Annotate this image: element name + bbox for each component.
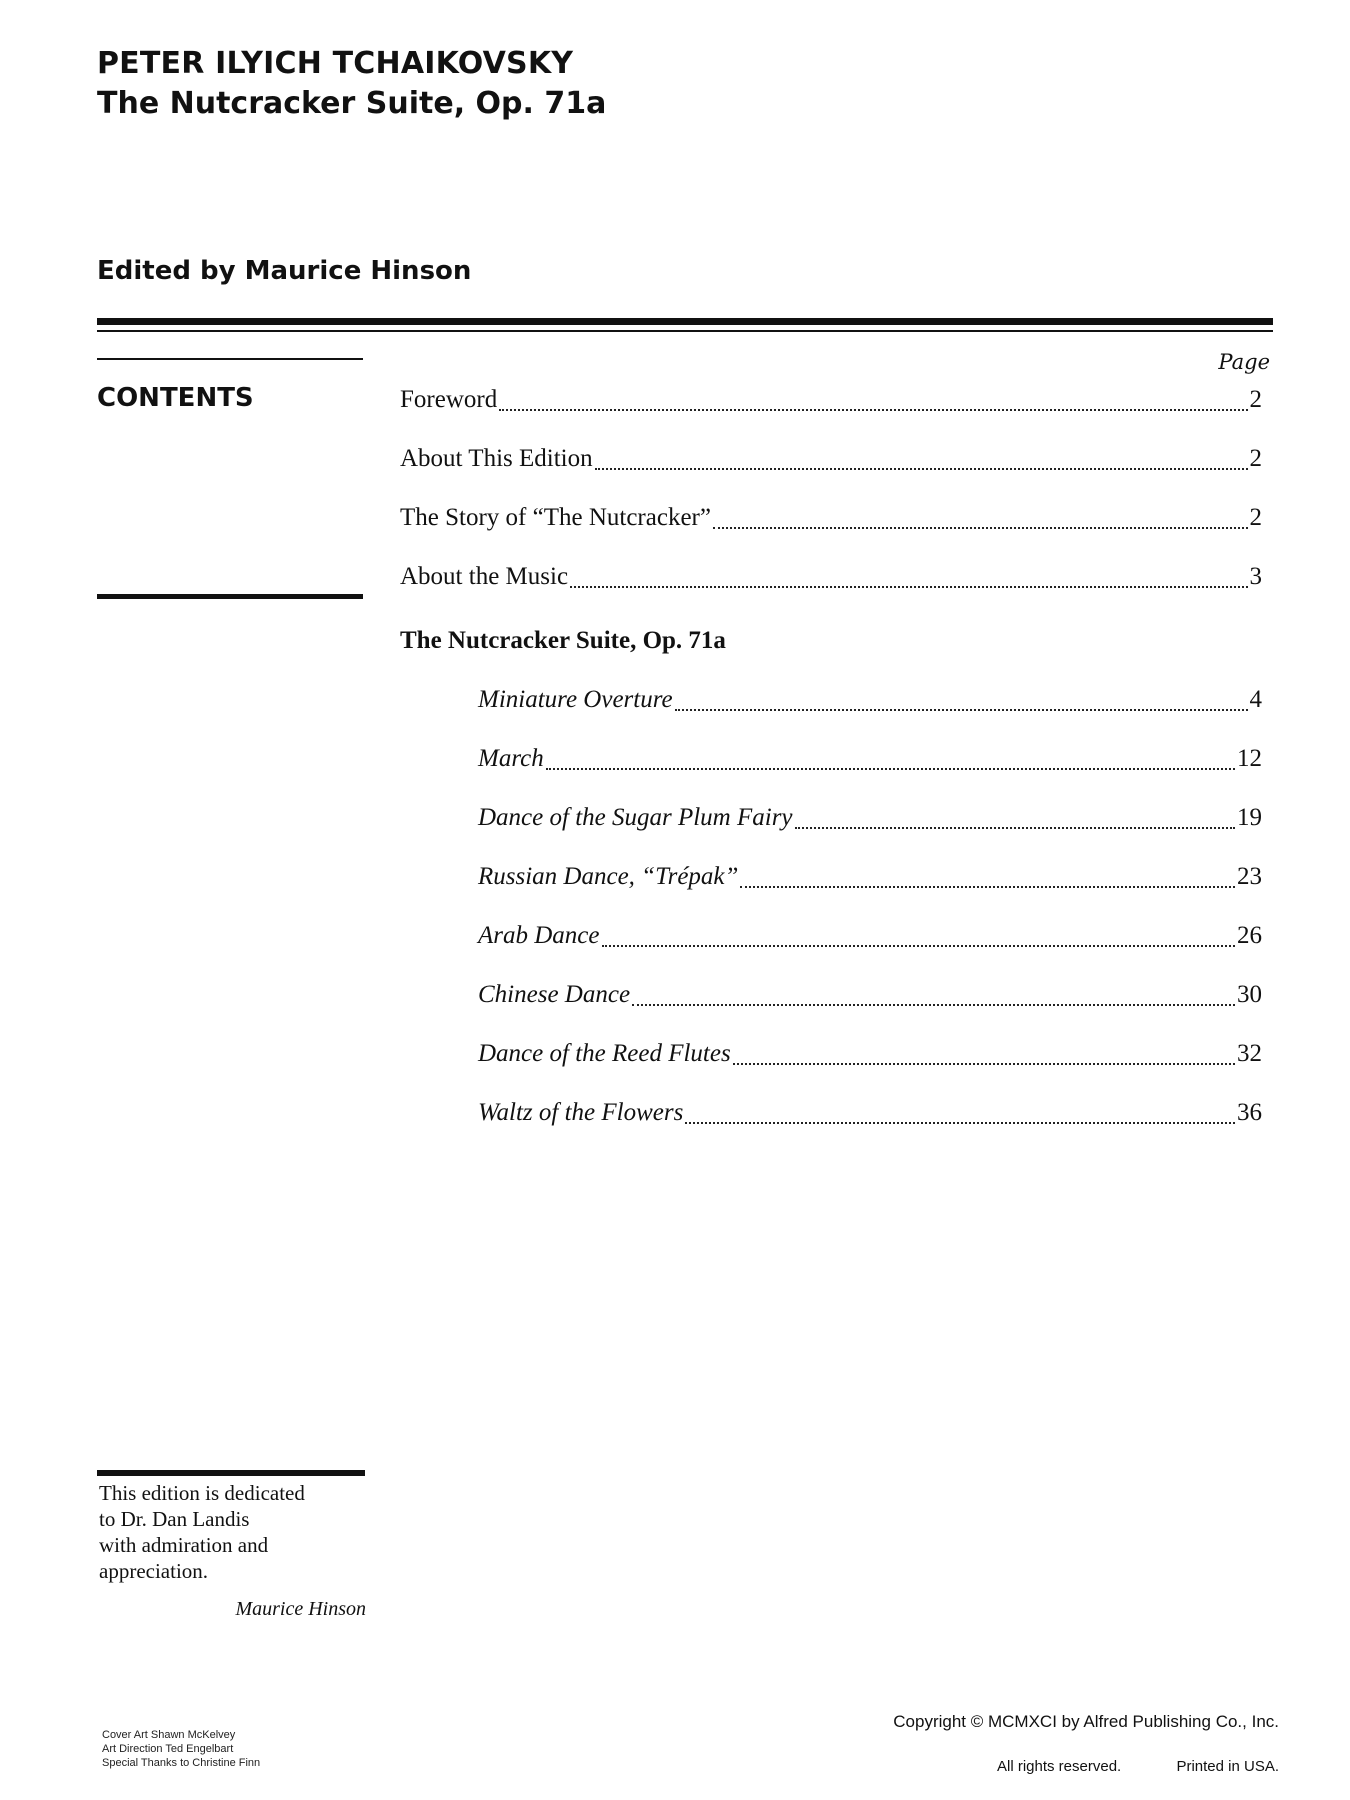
toc-entry-foreword bbox=[400, 386, 1262, 418]
toc-movement-page: 4 bbox=[1249, 686, 1262, 713]
toc-movement-page: 26 bbox=[1237, 922, 1262, 949]
composer-name: PETER ILYICH TCHAIKOVSKY bbox=[97, 46, 574, 81]
toc-movement-title: Arab Dance bbox=[478, 922, 600, 949]
header-rule-thick bbox=[97, 318, 1273, 325]
toc-movement bbox=[478, 922, 1262, 954]
toc-entry-page: 2 bbox=[1249, 504, 1262, 531]
dot-leader bbox=[685, 1121, 1235, 1124]
credit-line: Art Direction Ted Engelbart bbox=[102, 1743, 234, 1755]
production-credits bbox=[102, 1728, 260, 1770]
toc-entry-page: 2 bbox=[1249, 386, 1262, 413]
dedication-line: appreciation. bbox=[99, 1559, 209, 1583]
dot-leader bbox=[602, 944, 1236, 947]
contents-rule-bottom bbox=[97, 594, 363, 599]
dedication-line: to Dr. Dan Landis bbox=[99, 1507, 250, 1531]
toc-entry-page: 3 bbox=[1249, 563, 1262, 590]
toc-entry-story bbox=[400, 504, 1262, 536]
dot-leader bbox=[595, 467, 1248, 470]
toc-movement-title: Dance of the Reed Flutes bbox=[478, 1040, 731, 1067]
toc-entry-title: About the Music bbox=[400, 563, 569, 590]
editor-credit: Edited by Maurice Hinson bbox=[97, 256, 472, 286]
work-title: The Nutcracker Suite, Op. 71a bbox=[97, 86, 607, 121]
dedication-line: with admiration and bbox=[99, 1533, 269, 1557]
dedication-line: This edition is dedicated bbox=[99, 1481, 305, 1505]
dot-leader bbox=[632, 1003, 1235, 1006]
toc-movement bbox=[478, 981, 1262, 1013]
toc-movement-page: 12 bbox=[1237, 745, 1262, 772]
dot-leader bbox=[675, 708, 1248, 711]
toc-entry-title: About This Edition bbox=[400, 445, 593, 472]
header-rule-thin bbox=[97, 330, 1273, 332]
printed-notice: Printed in USA. bbox=[1176, 1758, 1279, 1775]
contents-rule-top bbox=[97, 358, 363, 360]
dot-leader bbox=[740, 885, 1235, 888]
copyright-notice: Copyright © MCMXCI by Alfred Publishing Co., Inc. bbox=[893, 1712, 1279, 1731]
dot-leader bbox=[713, 526, 1248, 529]
dot-leader bbox=[733, 1062, 1235, 1065]
dedication-signature: Maurice Hinson bbox=[235, 1598, 366, 1620]
dot-leader bbox=[570, 585, 1247, 588]
toc-movement-title: Waltz of the Flowers bbox=[478, 1099, 684, 1126]
rights-notice: All rights reserved. bbox=[997, 1758, 1122, 1775]
toc-movement-title: March bbox=[478, 745, 544, 772]
toc-movement-page: 19 bbox=[1237, 804, 1262, 831]
dedication-rule bbox=[97, 1470, 365, 1476]
contents-heading: CONTENTS bbox=[97, 383, 254, 413]
toc-movement bbox=[478, 863, 1262, 895]
toc-entry-title: The Story of “The Nutcracker” bbox=[400, 504, 711, 531]
toc-movement-page: 32 bbox=[1237, 1040, 1262, 1067]
toc-movement bbox=[478, 745, 1262, 777]
toc-movement bbox=[478, 1040, 1262, 1072]
toc-movement bbox=[478, 804, 1262, 836]
toc-movement-page: 23 bbox=[1237, 863, 1262, 890]
toc-movement-title: Chinese Dance bbox=[478, 981, 631, 1008]
dot-leader bbox=[499, 408, 1247, 411]
dot-leader bbox=[546, 767, 1235, 770]
page-column-label: Page bbox=[1218, 350, 1270, 374]
toc-movement-title: Dance of the Sugar Plum Fairy bbox=[478, 804, 793, 831]
toc-entry-about-music bbox=[400, 563, 1262, 595]
toc-movement bbox=[478, 686, 1262, 718]
toc-entry-about-edition bbox=[400, 445, 1262, 477]
toc-entry-page: 2 bbox=[1249, 445, 1262, 472]
section-heading: The Nutcracker Suite, Op. 71a bbox=[400, 627, 726, 654]
dedication-text bbox=[99, 1480, 379, 1584]
toc-movement-page: 30 bbox=[1237, 981, 1262, 1008]
toc-movement-title: Russian Dance, “Trépak” bbox=[478, 863, 739, 890]
toc-movement bbox=[478, 1099, 1262, 1131]
toc-entry-title: Foreword bbox=[400, 386, 498, 413]
credit-line: Special Thanks to Christine Finn bbox=[102, 1757, 261, 1769]
toc-movement-page: 36 bbox=[1237, 1099, 1262, 1126]
dot-leader bbox=[795, 826, 1235, 829]
toc-movement-title: Miniature Overture bbox=[478, 686, 673, 713]
credit-line: Cover Art Shawn McKelvey bbox=[102, 1729, 236, 1741]
